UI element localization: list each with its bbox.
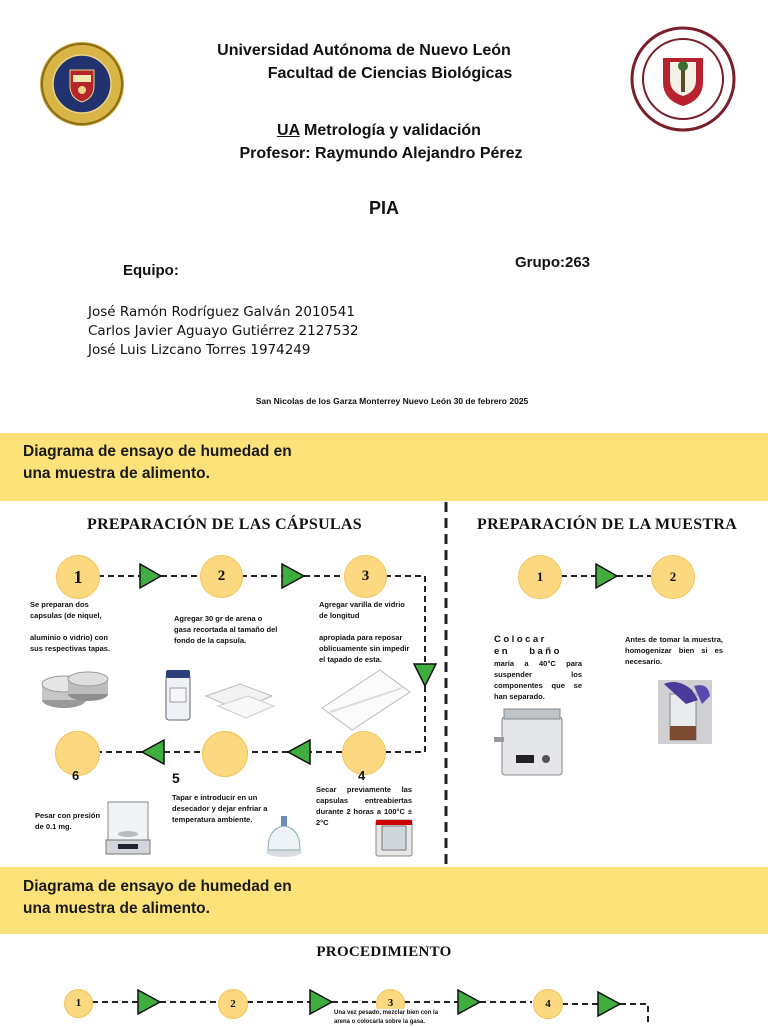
sample-step-1-text bbox=[494, 634, 582, 702]
homogenizer-image bbox=[658, 680, 712, 744]
arrow-right-icon bbox=[310, 990, 332, 1014]
capsule-step-2-text: Agregar 30 gr de arena o gasa recortada al tamaño del fondo de la capsula. bbox=[174, 614, 278, 645]
faculty-name: Facultad de Ciencias Biológicas bbox=[267, 65, 513, 82]
arrow-right-icon bbox=[140, 564, 161, 588]
metal-capsules-image bbox=[38, 664, 112, 714]
capsule-step-6-number: 6 bbox=[72, 768, 80, 783]
professor-name: Profesor: Raymundo Alejandro Pérez bbox=[239, 145, 523, 162]
capsule-step-3-text bbox=[319, 599, 411, 665]
analytical-balance-image bbox=[104, 796, 152, 858]
sample-step-2-text: Antes de tomar la muestra, homogenizar bien si es necesario. bbox=[625, 635, 723, 666]
section1-band-title-line1: Diagrama de ensayo de humedad en bbox=[23, 443, 292, 460]
procedure-title: PROCEDIMIENTO bbox=[316, 944, 452, 960]
arrow-right-icon bbox=[282, 564, 304, 588]
arrow-right-icon bbox=[458, 990, 480, 1014]
section2-band-title-line1: Diagrama de ensayo de humedad en bbox=[23, 878, 292, 895]
oven-image bbox=[374, 818, 414, 858]
group-label: Grupo:263 bbox=[515, 254, 591, 271]
capsule-step-5-number: 5 bbox=[172, 770, 180, 786]
course-name: Metrología y validación bbox=[299, 122, 481, 139]
capsule-step-6-text: Pesar con presión de 0.1 mg. bbox=[35, 811, 101, 831]
capsule-step-1-text-b: aluminio o vidrio) con sus respectivas tapas. bbox=[30, 633, 111, 653]
place-date: San Nicolas de los Garza Monterrey Nuevo León 30 de febrero 2025 bbox=[255, 396, 529, 406]
sample-step-1-text-b: maría a 40°C para suspender los componentes que se han separado. bbox=[494, 659, 582, 701]
section2-band-title-line2: una muestra de alimento. bbox=[23, 900, 210, 917]
capsule-step-1-text-a: Se preparan dos capsulas (de niquel, bbox=[30, 600, 102, 620]
procedure-step-4: 4 bbox=[533, 989, 563, 1019]
arrow-left-icon bbox=[142, 740, 164, 764]
capsule-step-3-text-b: apropiada para reposar oblicuamente sin impedir el tapado de esta. bbox=[319, 633, 410, 664]
section2-band bbox=[0, 867, 768, 934]
sample-step-2: 2 bbox=[651, 555, 695, 599]
team-label: Equipo: bbox=[123, 262, 179, 279]
sand-jar-image bbox=[162, 666, 280, 722]
document-title: PIA bbox=[368, 198, 399, 218]
arrow-right-icon bbox=[596, 564, 617, 588]
capsule-prep-title: PREPARACIÓN DE LAS CÁPSULAS bbox=[87, 516, 362, 533]
capsule-step-1: 1 bbox=[56, 555, 100, 599]
member-3: José Luis Lizcano Torres 1974249 bbox=[88, 342, 311, 358]
procedure-step-3-text: Una vez pesado, mezclar bien con la arena o colocarla sobre la gasa. bbox=[334, 1009, 448, 1027]
section1-band-title-line2: una muestra de alimento. bbox=[23, 465, 210, 482]
member-2: Carlos Javier Aguayo Gutiérrez 2127532 bbox=[88, 323, 359, 339]
procedure-step-3: 3 bbox=[376, 989, 405, 1018]
procedure-step-1: 1 bbox=[64, 989, 93, 1018]
sample-step-1: 1 bbox=[518, 555, 562, 599]
capsule-step-2: 2 bbox=[200, 555, 243, 598]
sample-prep-title: PREPARACIÓN DE LA MUESTRA bbox=[477, 516, 738, 533]
capsule-step-1-text bbox=[30, 599, 118, 654]
capsule-step-3: 3 bbox=[344, 555, 387, 598]
arrow-left-icon bbox=[288, 740, 310, 764]
capsule-step-3-text-a: Agregar varilla de vidrio de longitud bbox=[319, 600, 405, 620]
ua-prefix: UA bbox=[277, 122, 300, 139]
sample-step-1-text-a: Colocar en baño bbox=[494, 634, 562, 657]
capsule-step-5-circle bbox=[202, 731, 248, 777]
arrow-right-icon bbox=[598, 992, 620, 1016]
arrow-down-icon bbox=[414, 664, 436, 686]
procedure-step-2: 2 bbox=[218, 989, 248, 1019]
capsule-step-4-text: Secar previamente las capsulas entreabiertas durante 2 horas a 100°C ± 2°C bbox=[316, 785, 412, 827]
university-name: Universidad Autónoma de Nuevo León bbox=[217, 42, 511, 59]
glass-rod-image bbox=[318, 664, 412, 734]
arrow-right-icon bbox=[138, 990, 160, 1014]
capsule-step-5-text: Tapar e introducir en un desecador y dejar enfriar a temperatura ambiente. bbox=[172, 793, 268, 824]
water-bath-image bbox=[494, 703, 566, 779]
member-1: José Ramón Rodríguez Galván 2010541 bbox=[88, 304, 355, 320]
capsule-step-4-number: 4 bbox=[358, 768, 366, 783]
desiccator-image bbox=[262, 812, 306, 858]
